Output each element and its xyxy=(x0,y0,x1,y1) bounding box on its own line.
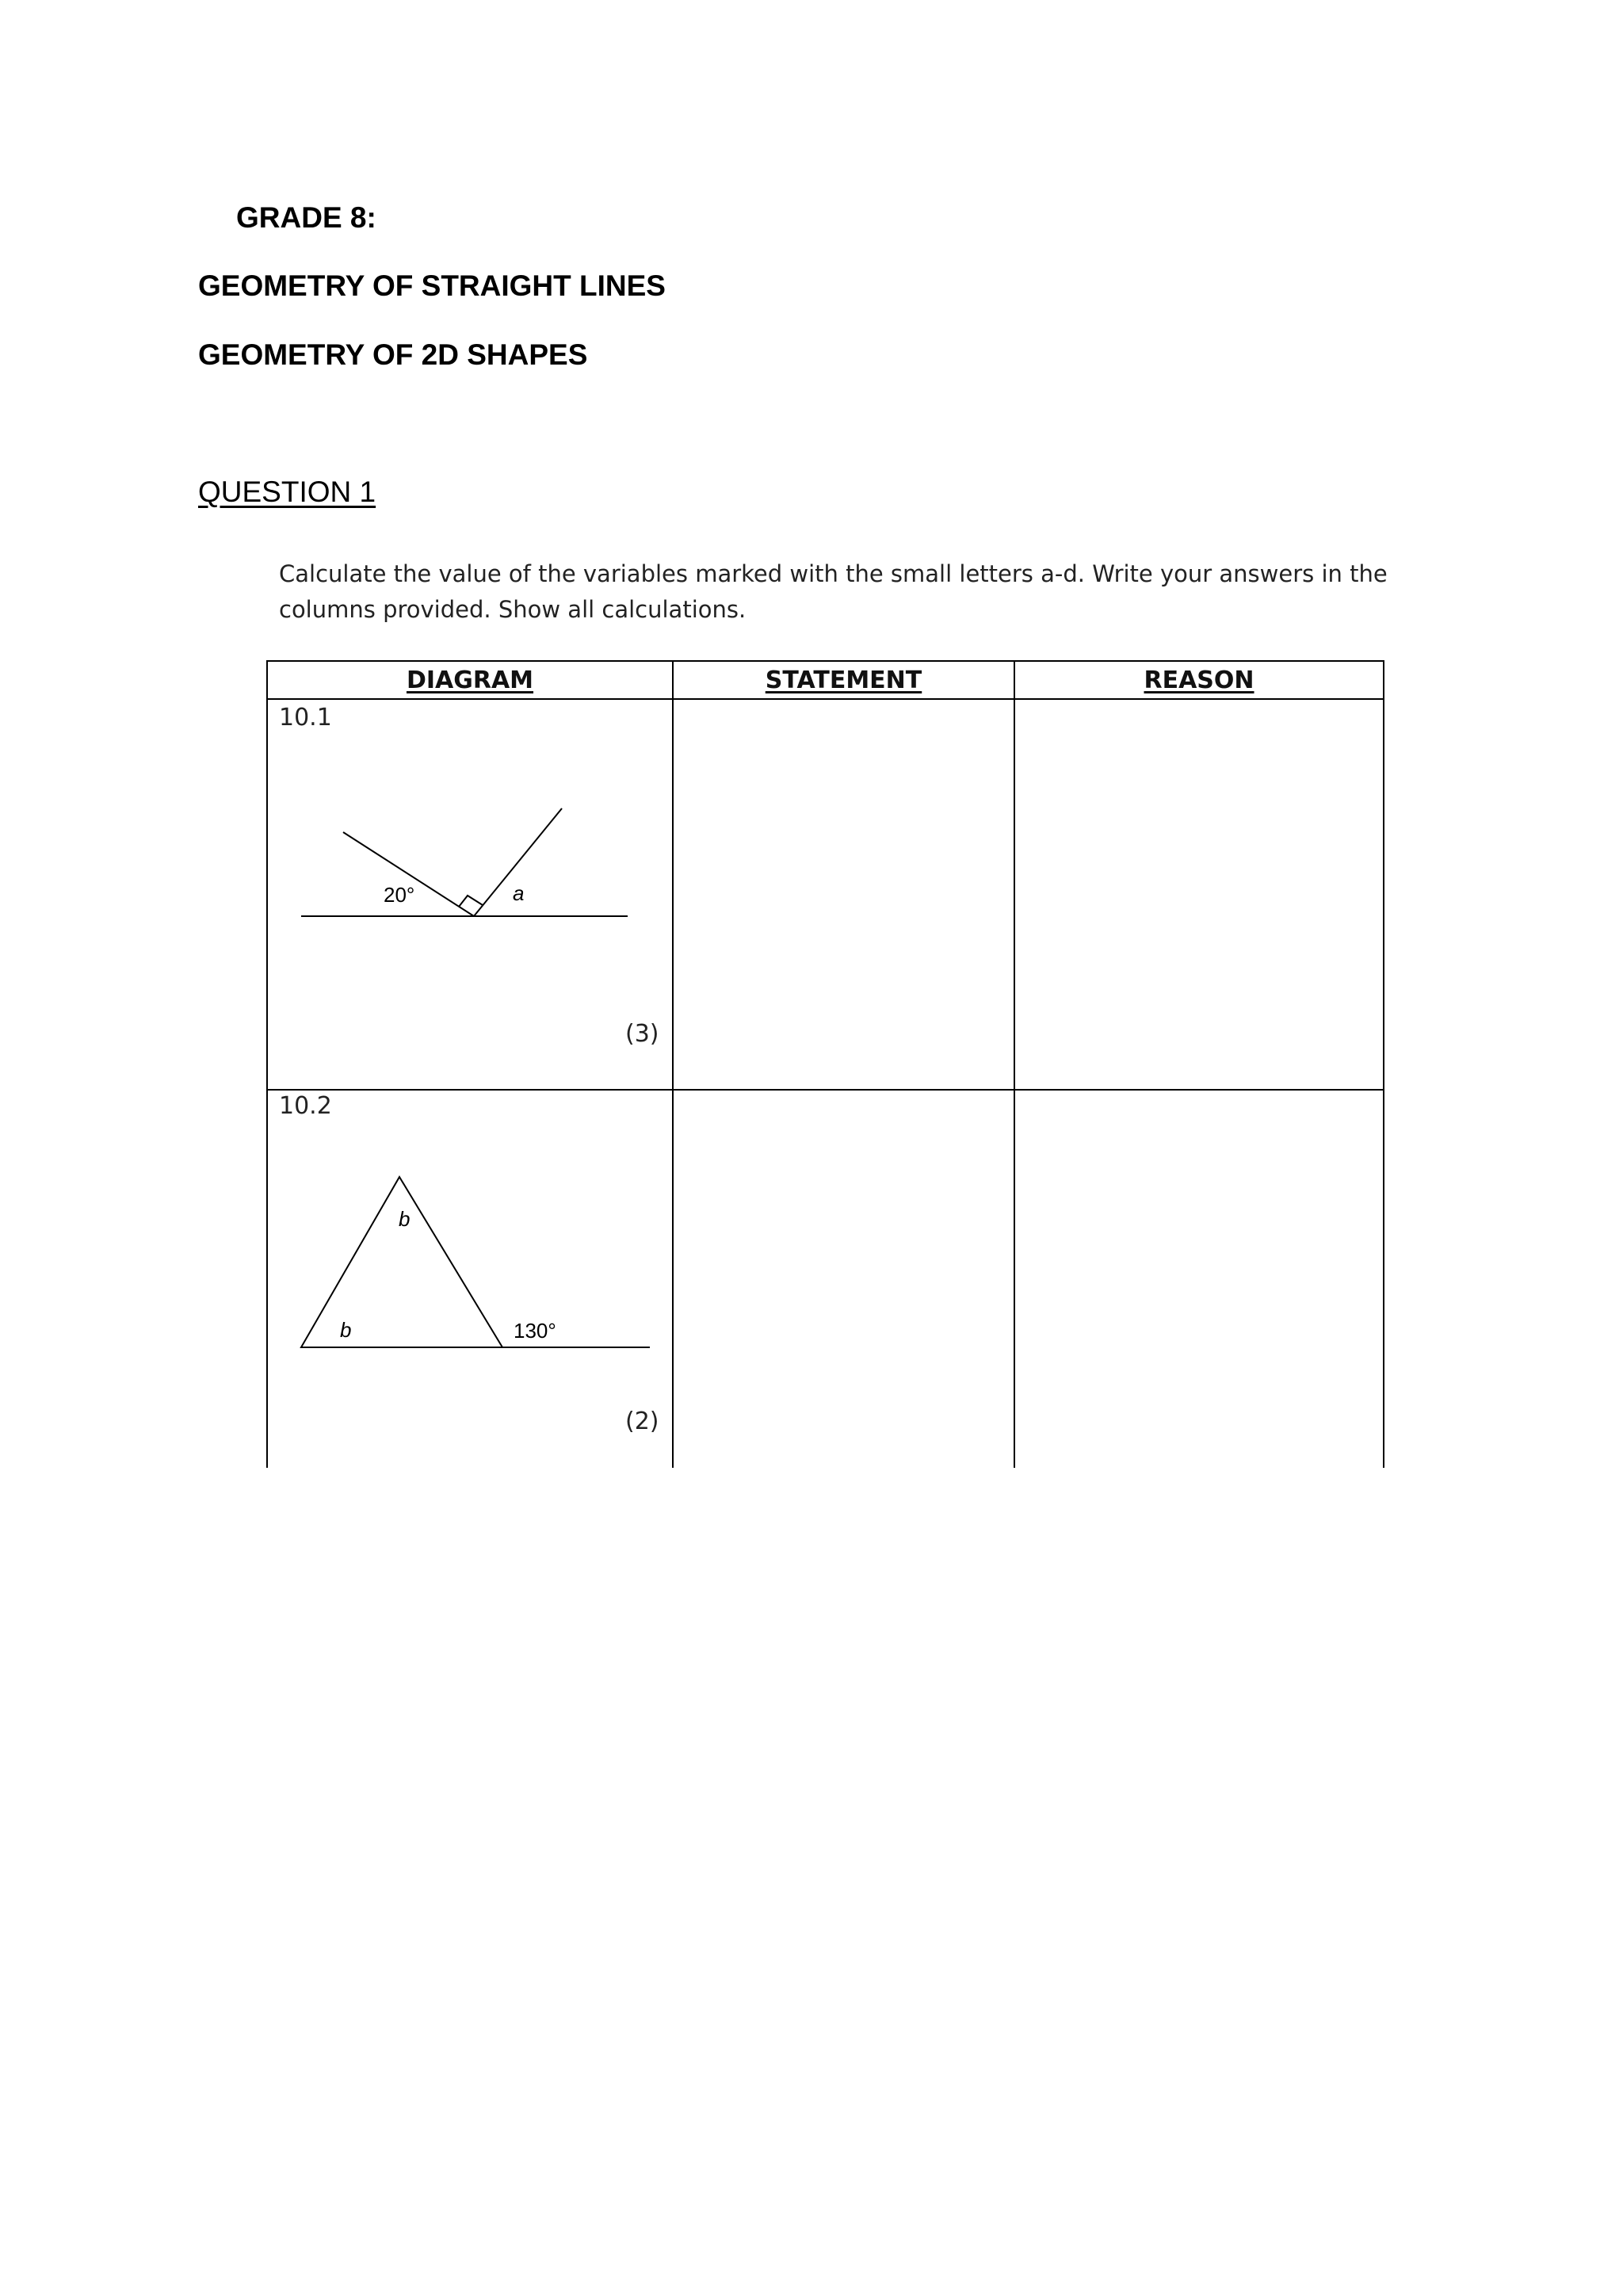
row-number-10-2: 10.2 xyxy=(279,1092,332,1120)
variable-label-a: a xyxy=(513,881,525,905)
table-left-border xyxy=(266,660,268,1468)
instruction-line-2: columns provided. Show all calculations. xyxy=(279,596,747,623)
table-col-divider-2 xyxy=(1014,660,1015,1468)
angle-label-20: 20° xyxy=(384,883,415,907)
table-right-border xyxy=(1383,660,1384,1468)
diagram-10-2 xyxy=(293,1169,658,1359)
row-number-10-1: 10.1 xyxy=(279,704,332,732)
column-header-reason: REASON xyxy=(1144,667,1254,694)
table-col-divider-1 xyxy=(672,660,674,1468)
table-row-divider xyxy=(266,1089,1384,1091)
marks-10-1: (3) xyxy=(625,1020,659,1048)
grade-heading: GRADE 8: xyxy=(236,201,376,234)
apex-label-b: b xyxy=(399,1207,411,1231)
exterior-angle-label-130: 130° xyxy=(514,1319,556,1343)
marks-10-2: (2) xyxy=(625,1408,659,1435)
column-header-diagram: DIAGRAM xyxy=(406,667,534,694)
question-instructions xyxy=(279,556,1444,628)
table-top-border xyxy=(266,660,1384,662)
base-label-b: b xyxy=(340,1318,352,1342)
diagram-10-1 xyxy=(293,800,634,927)
instruction-line-1: Calculate the value of the variables marked with the small letters a-d. Write your answers in the xyxy=(279,560,1388,587)
table-header-divider xyxy=(266,698,1384,700)
column-header-statement: STATEMENT xyxy=(765,667,922,694)
question-title: QUESTION 1 xyxy=(198,476,376,508)
topic-heading-2d-shapes: GEOMETRY OF 2D SHAPES xyxy=(198,338,588,371)
topic-heading-straight-lines: GEOMETRY OF STRAIGHT LINES xyxy=(198,269,666,302)
right-angle-marker xyxy=(459,896,483,907)
triangle xyxy=(301,1177,502,1347)
